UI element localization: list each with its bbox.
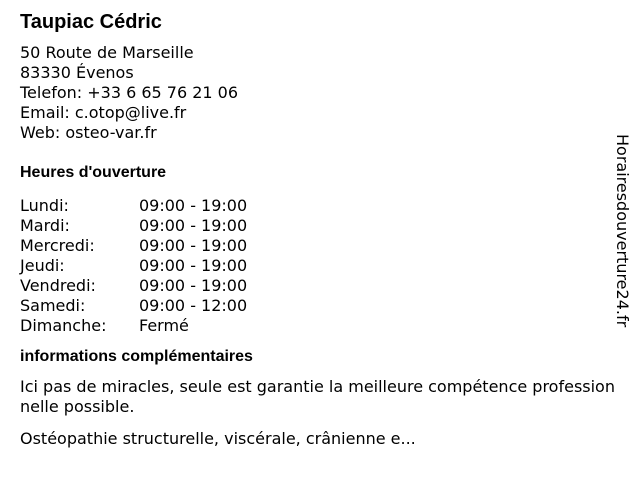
web-line: Web: osteo-var.fr (20, 123, 157, 142)
hours-time: Fermé (139, 316, 189, 335)
services-paragraph: Ostéopathie structurelle, viscérale, crânienne e... (20, 429, 416, 448)
address-line: 50 Route de Marseille (20, 43, 194, 62)
phone-line: Telefon: +33 6 65 76 21 06 (20, 83, 239, 102)
hours-day: Mardi: (20, 216, 70, 235)
hours-row-sunday (20, 316, 620, 336)
hours-time: 09:00 - 19:00 (139, 256, 248, 275)
contact-block (20, 43, 620, 143)
hours-day: Mercredi: (20, 236, 95, 255)
opening-hours-title: Heures d'ouverture (20, 164, 167, 181)
hours-time: 09:00 - 19:00 (139, 216, 248, 235)
hours-row-saturday (20, 296, 620, 316)
description-paragraph: Ici pas de miracles, seule est garantie la meilleure compétence professionnelle possible. (20, 377, 615, 416)
hours-row-thursday (20, 256, 620, 276)
business-name: Taupiac Cédric (20, 11, 162, 33)
hours-row-wednesday (20, 236, 620, 256)
hours-day: Lundi: (20, 196, 69, 215)
hours-time: 09:00 - 19:00 (139, 236, 248, 255)
hours-row-monday (20, 196, 620, 216)
hours-time: 09:00 - 19:00 (139, 196, 248, 215)
hours-day: Samedi: (20, 296, 86, 315)
business-card (20, 10, 620, 461)
hours-row-friday (20, 276, 620, 296)
hours-day: Dimanche: (20, 316, 107, 335)
hours-time: 09:00 - 19:00 (139, 276, 248, 295)
hours-time: 09:00 - 12:00 (139, 296, 248, 315)
site-watermark: Horairesdouverture24.fr (613, 134, 632, 328)
email-line: Email: c.otop@live.fr (20, 103, 187, 122)
city-line: 83330 Évenos (20, 63, 134, 82)
additional-info-title: informations complémentaires (20, 348, 253, 365)
hours-day: Jeudi: (20, 256, 65, 275)
opening-hours-table (20, 196, 620, 336)
hours-day: Vendredi: (20, 276, 96, 295)
hours-row-tuesday (20, 216, 620, 236)
